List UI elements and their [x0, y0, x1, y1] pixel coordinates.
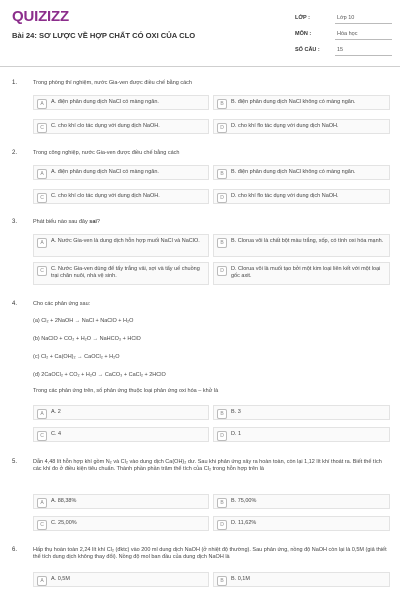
option-text: C. 25,00% — [51, 520, 77, 526]
option-text: A. 0,5M — [51, 576, 70, 582]
option-letter: C — [37, 123, 47, 133]
option-letter: A — [37, 238, 47, 248]
option-text: B. điện phân dung dịch NaCl không có màng ngăn. — [231, 99, 356, 105]
answer-option[interactable] — [213, 189, 390, 204]
option-letter: A — [37, 576, 47, 586]
reaction-label: (d) — [33, 372, 40, 378]
option-letter: A — [37, 409, 47, 419]
question-emphasis: sai — [89, 219, 97, 225]
option-text: D. cho khí flo tác dụng với dung dịch NaOH. — [231, 193, 339, 199]
option-letter: A — [37, 99, 47, 109]
page-title: Bài 24: SƠ LƯỢC VỀ HỢP CHẤT CÓ OXI CỦA CLO — [12, 31, 196, 40]
answer-option[interactable] — [33, 572, 209, 587]
option-letter: B — [217, 99, 227, 109]
reaction-item — [33, 372, 166, 379]
option-text: A. 88,38% — [51, 498, 77, 504]
question-number: 6. — [12, 547, 18, 553]
answer-option[interactable] — [213, 262, 390, 285]
question-text-prefix: Phát biểu nào sau đây — [33, 219, 90, 225]
option-letter: B — [217, 238, 227, 248]
question-number: 3. — [12, 219, 18, 225]
answer-option[interactable] — [33, 494, 209, 509]
option-letter: B — [217, 169, 227, 179]
option-letter: D — [217, 266, 227, 276]
question-prompt: Trong các phản ứng trên, số phản ứng thuộc loại phản ứng oxi hóa – khử là — [33, 388, 219, 394]
reaction-label: (b) — [33, 336, 40, 342]
reaction-item — [33, 318, 133, 325]
answer-option[interactable] — [213, 405, 390, 420]
answer-option[interactable] — [213, 427, 390, 442]
option-text: D. 11,62% — [231, 520, 257, 526]
answer-option[interactable] — [213, 494, 390, 509]
answer-option[interactable] — [213, 516, 390, 531]
reaction-item — [33, 354, 119, 361]
option-text: A. điện phân dung dịch NaCl có màng ngăn. — [51, 169, 159, 175]
option-text: B. Clorua vôi là chất bột màu trắng, xốp, có tính oxi hóa mạnh. — [231, 238, 384, 244]
question-text: Trong công nghiệp, nước Gia-ven được điều chế bằng cách — [33, 150, 180, 156]
meta-subject-value: Hóa học — [335, 31, 392, 40]
answer-option[interactable] — [33, 234, 209, 257]
reaction-formula: Cl₂ + Ca(OH)₂ → CaOCl₂ + H₂O — [40, 354, 120, 360]
meta-count-value: 15 — [335, 47, 392, 56]
option-letter: D — [217, 123, 227, 133]
option-letter: C — [37, 266, 47, 276]
reaction-formula: Cl₂ + 2NaOH → NaCl + NaClO + H₂O — [41, 318, 134, 324]
option-text: B. 75,00% — [231, 498, 257, 504]
answer-option[interactable] — [33, 189, 209, 204]
answer-option[interactable] — [33, 516, 209, 531]
option-letter: C — [37, 193, 47, 203]
option-text: A. 2 — [51, 409, 61, 415]
option-letter: D — [217, 193, 227, 203]
option-letter: B — [217, 576, 227, 586]
option-letter: D — [217, 431, 227, 441]
answer-option[interactable] — [33, 165, 209, 180]
reaction-item — [33, 336, 141, 343]
question-number: 2. — [12, 150, 18, 156]
answer-option[interactable] — [213, 572, 390, 587]
option-text: A. Nước Gia-ven là dung dịch hỗn hợp muối NaCl và NaClO. — [51, 238, 200, 244]
option-text: C. Nước Gia-ven dùng để tẩy trắng vải, sợi và tẩy uế chuồng trại chăn nuôi, nhà vệ sinh. — [51, 266, 200, 279]
option-text: B. 3 — [231, 409, 241, 415]
question-text-suffix: ? — [96, 219, 100, 225]
answer-option[interactable] — [213, 119, 390, 134]
question-number: 5. — [12, 459, 18, 465]
answer-option[interactable] — [33, 262, 209, 285]
option-text: B. điện phân dung dịch NaCl không có màng ngăn. — [231, 169, 356, 175]
meta-subject-row — [295, 30, 390, 42]
option-text: C. cho khí clo tác dụng với dung dịch NaOH. — [51, 193, 160, 199]
meta-class-row — [295, 14, 390, 26]
option-text: D. cho khí flo tác dụng với dung dịch NaOH. — [231, 123, 339, 129]
option-text: A. điện phân dung dịch NaCl có màng ngăn. — [51, 99, 159, 105]
option-letter: C — [37, 520, 47, 530]
answer-option[interactable] — [33, 119, 209, 134]
worksheet-header — [0, 0, 400, 67]
question-text — [33, 219, 390, 226]
option-letter: B — [217, 498, 227, 508]
reaction-label: (c) — [33, 354, 40, 360]
question-number: 1. — [12, 80, 18, 86]
option-text: C. 4 — [51, 431, 62, 437]
answer-option[interactable] — [33, 95, 209, 110]
question-text: Dẫn 4,48 lít hỗn hợp khí gồm N₂ và Cl₂ vào dung dịch Ca(OH)₂ dư. Sau khi phản ứng xảy ra hoàn toàn, còn lại 1,12 lít khí thoát ra. Biết thể tích các khí đo ở điều kiện tiêu chuẩn. Thành phần phần trăm thể tích của Cl₂ trong hỗn hợp trên là — [33, 459, 382, 472]
answer-option[interactable] — [33, 405, 209, 420]
answer-option[interactable] — [213, 95, 390, 110]
option-letter: B — [217, 409, 227, 419]
meta-class-label: LỚP : — [295, 15, 310, 21]
option-letter: C — [37, 431, 47, 441]
meta-class-value: Lớp 10 — [335, 15, 392, 24]
reaction-formula: 2CaOCl₂ + CO₂ + H₂O → CaCO₃ + CaCl₂ + 2HClO — [41, 372, 166, 378]
option-text: D. 1 — [231, 431, 242, 437]
answer-option[interactable] — [33, 427, 209, 442]
reaction-label: (a) — [33, 318, 40, 324]
meta-count-label: SỐ CÂU : — [295, 47, 320, 53]
answer-option[interactable] — [213, 165, 390, 180]
question-text: Hấp thụ hoàn toàn 2,24 lít khí Cl₂ (đktc) vào 200 ml dung dịch NaOH (ở nhiệt độ thường). Sau phản ứng, nồng độ NaOH còn lại là 0,5M (giả thiết thể tích dung dịch không thay đổi). Nồng độ mol ban đầu của dung dịch NaOH là — [33, 547, 387, 560]
option-letter: A — [37, 169, 47, 179]
meta-count-row — [295, 46, 390, 58]
question-text: Cho các phản ứng sau: — [33, 301, 91, 307]
option-letter: D — [217, 520, 227, 530]
question-text: Trong phòng thí nghiệm, nước Gia-ven được điều chế bằng cách — [33, 80, 192, 86]
option-text: B. 0,1M — [231, 576, 250, 582]
reaction-formula: NaClO + CO₂ + H₂O → NaHCO₃ + HClO — [41, 336, 141, 342]
option-letter: A — [37, 498, 47, 508]
option-text: D. Clorua vôi là muối tạo bởi một kim loại liên kết với một loại gốc axit. — [231, 266, 381, 279]
quizizz-logo: QUIZIZZ — [12, 8, 69, 25]
question-number: 4. — [12, 301, 18, 307]
meta-subject-label: MÔN : — [295, 31, 312, 37]
option-text: C. cho khí clo tác dụng với dung dịch NaOH. — [51, 123, 160, 129]
answer-option[interactable] — [213, 234, 390, 257]
